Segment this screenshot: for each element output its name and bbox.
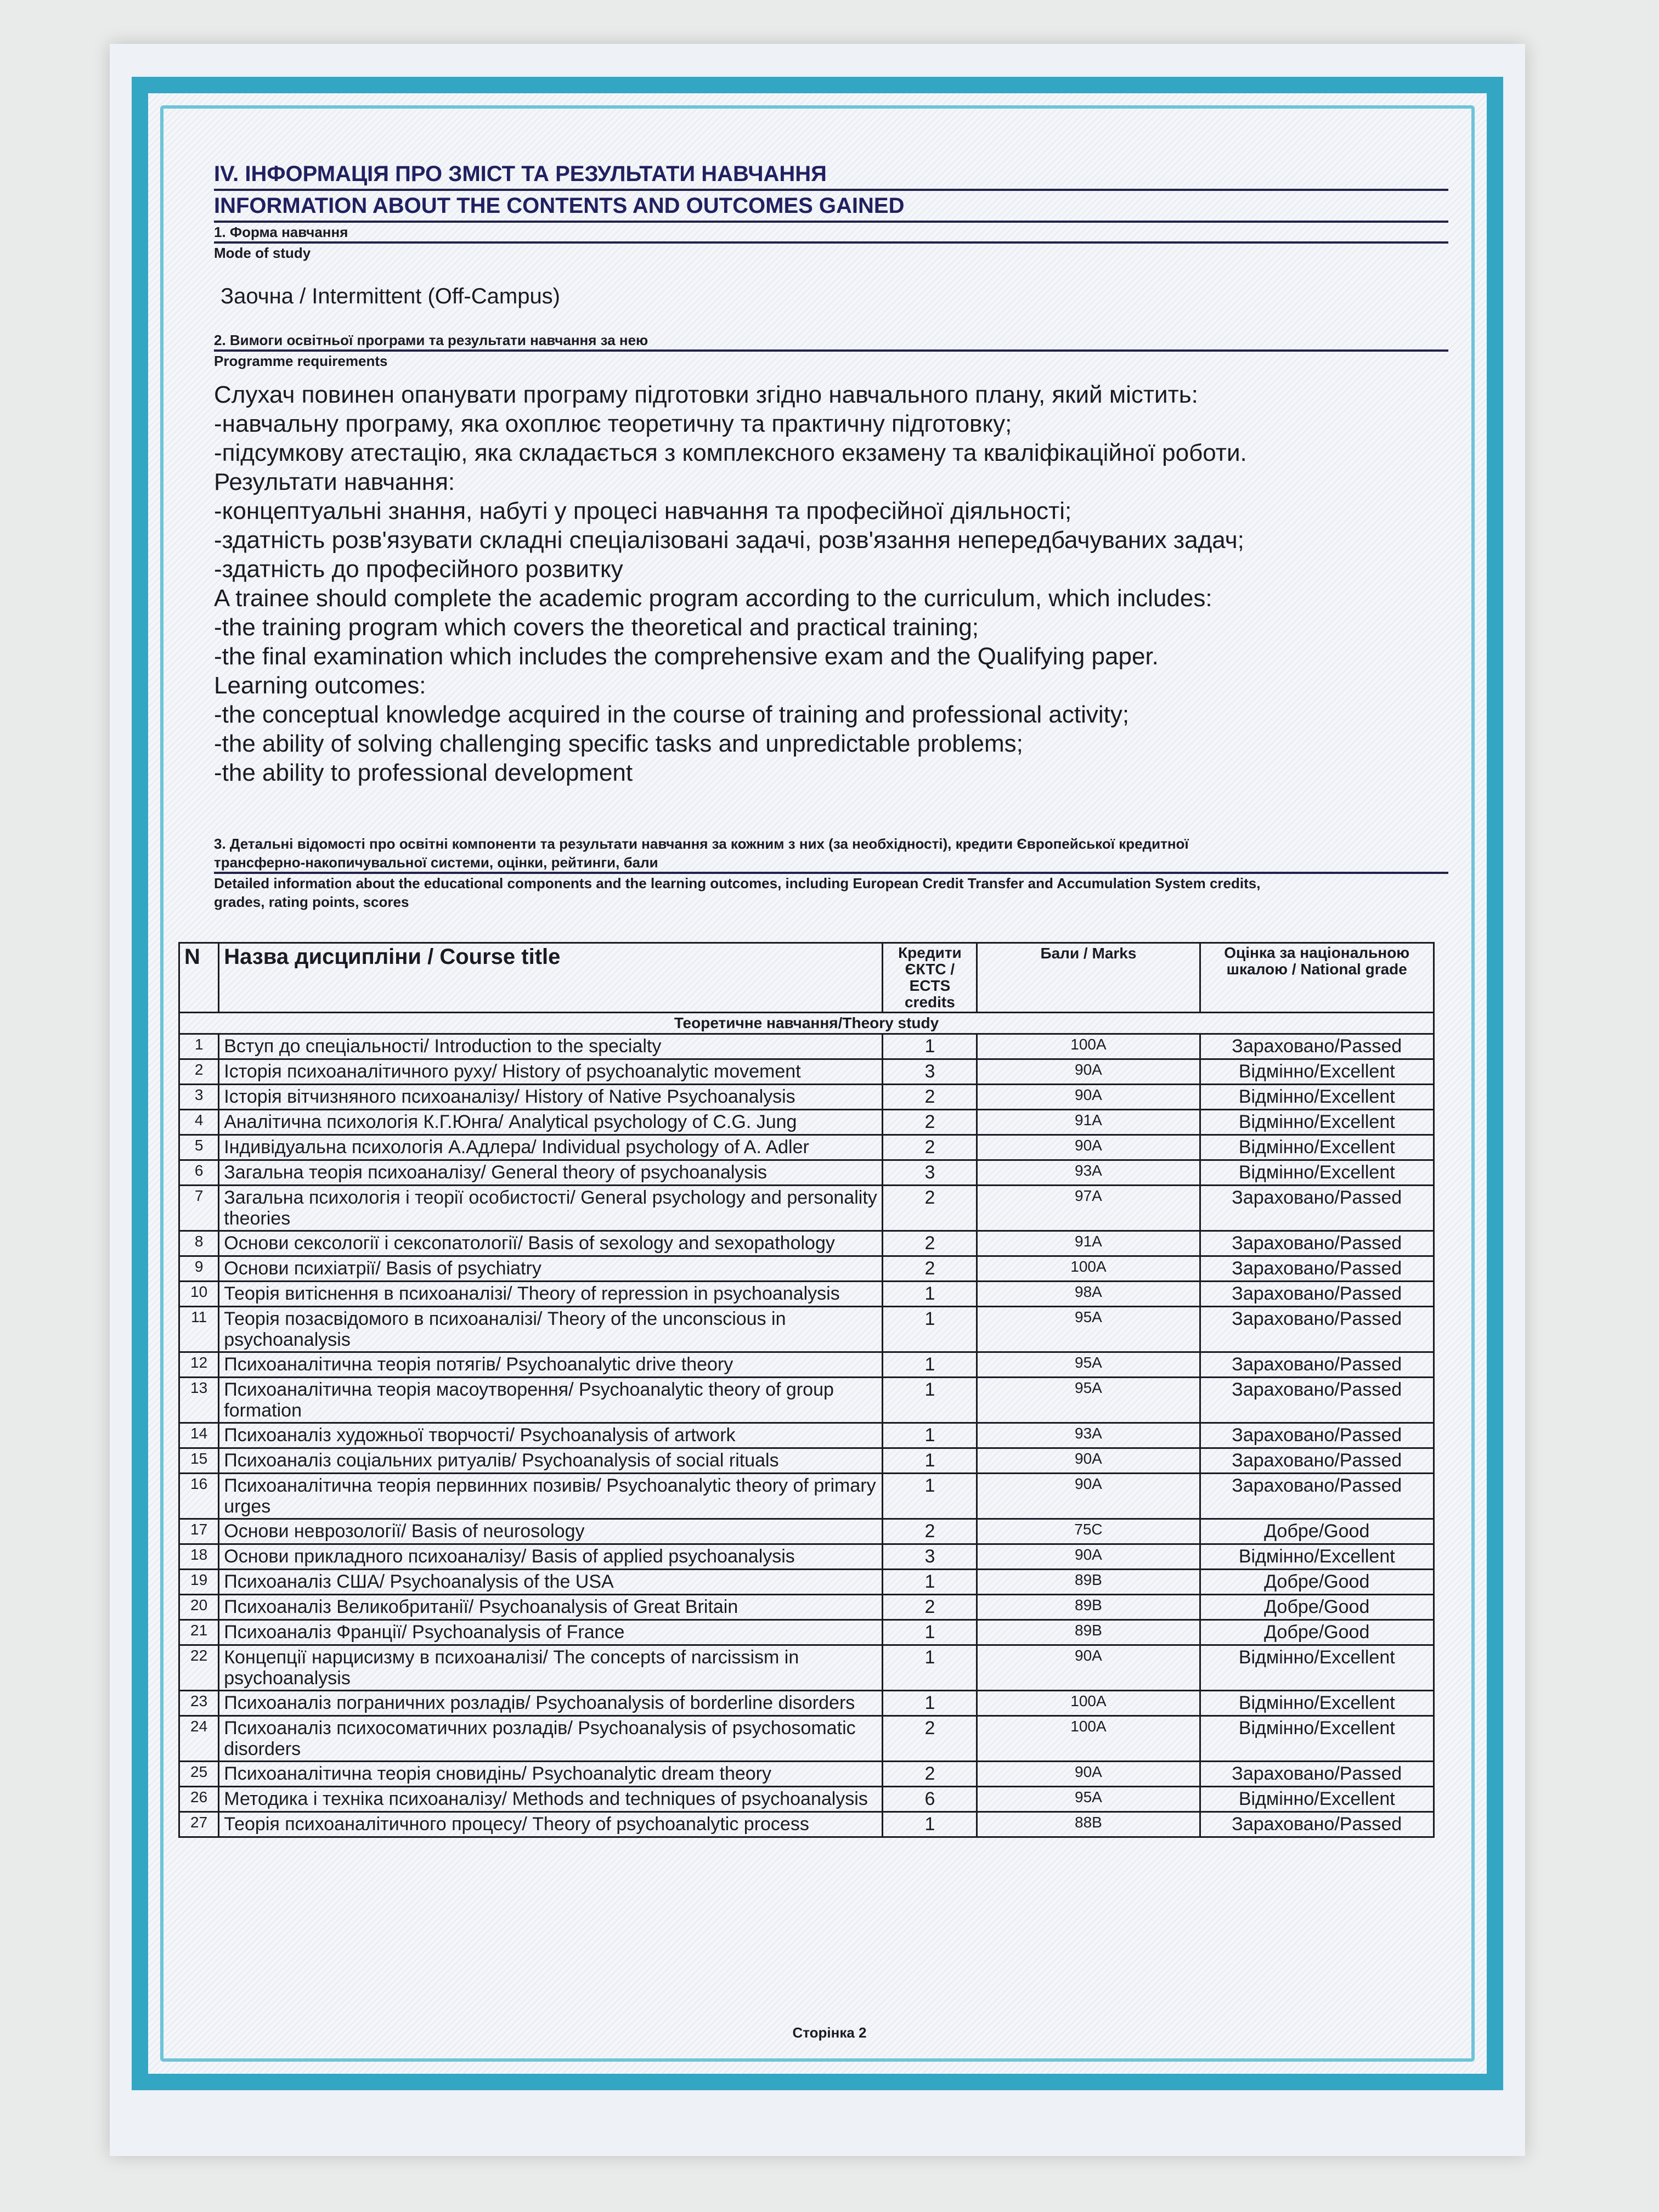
table-row: [179, 1059, 1434, 1085]
row-number: 14: [179, 1423, 219, 1448]
course-grade: Добре/Good: [1200, 1570, 1434, 1595]
requirements-line: -the conceptual knowledge acquired in the course of training and professional activity;: [214, 701, 1130, 728]
table-row: [179, 1620, 1434, 1645]
table-row: [179, 1282, 1434, 1307]
course-grade: Зараховано/Passed: [1200, 1423, 1434, 1448]
course-title: Психоаналітична теорія первинних позивів/ Psychoanalytic theory of primary urges: [219, 1474, 883, 1519]
requirements-line: -здатність до професійного розвитку: [214, 556, 623, 583]
course-marks: 95A: [977, 1352, 1200, 1378]
table-row: [179, 1595, 1434, 1620]
course-marks: 91A: [977, 1231, 1200, 1256]
course-title: Психоаналіз соціальних ритуалів/ Psychoanalysis of social rituals: [219, 1448, 883, 1474]
requirements-label-ua: 2. Вимоги освітньої програми та результати навчання за нею: [214, 331, 1448, 352]
course-marks: 93A: [977, 1423, 1200, 1448]
course-title: Теорія позасвідомого в психоаналізі/ Theory of the unconscious in psychoanalysis: [219, 1307, 883, 1352]
course-marks: 91A: [977, 1110, 1200, 1135]
header-credits: Кредити ЄКТС / ECTS credits: [883, 943, 977, 1013]
section-title-ua: IV. ІНФОРМАЦІЯ ПРО ЗМІСТ ТА РЕЗУЛЬТАТИ НАВЧАННЯ: [214, 159, 1448, 191]
row-number: 21: [179, 1620, 219, 1645]
course-credits: 2: [883, 1762, 977, 1787]
requirements-label-en: Programme requirements: [214, 353, 388, 369]
course-grade: Зараховано/Passed: [1200, 1378, 1434, 1423]
course-title: Психоаналітична теорія потягів/ Psychoanalytic drive theory: [219, 1352, 883, 1378]
course-title: Психоаналіз художньої творчості/ Psychoanalysis of artwork: [219, 1423, 883, 1448]
row-number: 5: [179, 1135, 219, 1160]
course-credits: 3: [883, 1160, 977, 1186]
table-row: [179, 1645, 1434, 1691]
course-credits: 1: [883, 1034, 977, 1059]
course-credits: 1: [883, 1620, 977, 1645]
course-title: Психоаналітична теорія сновидінь/ Psychoanalytic dream theory: [219, 1762, 883, 1787]
table-row: [179, 1787, 1434, 1812]
row-number: 20: [179, 1595, 219, 1620]
course-title: Психоаналіз психосоматичних розладів/ Psychoanalysis of psychosomatic disorders: [219, 1716, 883, 1762]
requirements-line: -концептуальні знання, набуті у процесі навчання та професійної діяльності;: [214, 498, 1072, 524]
row-number: 2: [179, 1059, 219, 1085]
course-grade: Відмінно/Excellent: [1200, 1059, 1434, 1085]
requirements-line: -навчальну програму, яка охоплює теоретичну та практичну підготовку;: [214, 410, 1012, 437]
row-number: 9: [179, 1256, 219, 1282]
course-marks: 97A: [977, 1186, 1200, 1231]
course-credits: 1: [883, 1423, 977, 1448]
course-marks: 100A: [977, 1716, 1200, 1762]
course-title: Історія вітчизняного психоаналізу/ History of Native Psychoanalysis: [219, 1085, 883, 1110]
row-number: 19: [179, 1570, 219, 1595]
row-number: 10: [179, 1282, 219, 1307]
table-row: [179, 1085, 1434, 1110]
mode-value: Заочна / Intermittent (Off-Campus): [221, 284, 561, 308]
row-number: 15: [179, 1448, 219, 1474]
course-marks: 90A: [977, 1762, 1200, 1787]
row-number: 7: [179, 1186, 219, 1231]
course-marks: 95A: [977, 1787, 1200, 1812]
course-title: Теорія психоаналітичного процесу/ Theory of psychoanalytic process: [219, 1812, 883, 1837]
course-marks: 100A: [977, 1034, 1200, 1059]
table-row: [179, 1186, 1434, 1231]
course-title: Психоаналіз Франції/ Psychoanalysis of France: [219, 1620, 883, 1645]
requirements-line: Слухач повинен опанувати програму підготовки згідно навчального плану, який містить:: [214, 381, 1198, 408]
requirements-line: Learning outcomes:: [214, 672, 426, 699]
mode-label-en: Mode of study: [214, 245, 311, 261]
course-credits: 1: [883, 1570, 977, 1595]
course-credits: 3: [883, 1059, 977, 1085]
course-title: Психоаналіз Великобританії/ Psychoanalysis of Great Britain: [219, 1595, 883, 1620]
course-title: Основи психіатрії/ Basis of psychiatry: [219, 1256, 883, 1282]
table-row: [179, 1448, 1434, 1474]
course-grade: Відмінно/Excellent: [1200, 1691, 1434, 1716]
course-credits: 3: [883, 1544, 977, 1570]
course-credits: 2: [883, 1519, 977, 1544]
course-grade: Зараховано/Passed: [1200, 1812, 1434, 1837]
course-title: Загальна психологія і теорії особистості/ General psychology and personality theories: [219, 1186, 883, 1231]
course-title: Загальна теорія психоаналізу/ General theory of psychoanalysis: [219, 1160, 883, 1186]
row-number: 8: [179, 1231, 219, 1256]
table-row: [179, 1352, 1434, 1378]
row-number: 25: [179, 1762, 219, 1787]
course-grade: Зараховано/Passed: [1200, 1256, 1434, 1282]
course-grade: Зараховано/Passed: [1200, 1762, 1434, 1787]
course-grade: Добре/Good: [1200, 1620, 1434, 1645]
row-number: 4: [179, 1110, 219, 1135]
course-title: Теорія витіснення в психоаналізі/ Theory of repression in psychoanalysis: [219, 1282, 883, 1307]
section-row: [179, 1013, 1434, 1034]
course-marks: 95A: [977, 1378, 1200, 1423]
course-title: Психоаналіз пограничних розладів/ Psychoanalysis of borderline disorders: [219, 1691, 883, 1716]
requirements-line: -the ability to professional development: [214, 759, 633, 786]
requirements-line: Результати навчання:: [214, 469, 455, 495]
course-grade: Відмінно/Excellent: [1200, 1160, 1434, 1186]
row-number: 6: [179, 1160, 219, 1186]
section-title-en: INFORMATION ABOUT THE CONTENTS AND OUTCOMES GAINED: [214, 191, 1448, 223]
course-grade: Зараховано/Passed: [1200, 1186, 1434, 1231]
course-credits: 2: [883, 1231, 977, 1256]
course-title: Основи неврозології/ Basis of neurosology: [219, 1519, 883, 1544]
course-marks: 93A: [977, 1160, 1200, 1186]
requirements-line: -підсумкову атестацію, яка складається з комплексного екзамену та кваліфікаційної роботи.: [214, 439, 1247, 466]
course-grade: Зараховано/Passed: [1200, 1448, 1434, 1474]
course-marks: 90A: [977, 1544, 1200, 1570]
row-number: 12: [179, 1352, 219, 1378]
course-credits: 1: [883, 1645, 977, 1691]
document-content: [184, 159, 1448, 1838]
header-title: Назва дисципліни / Course title: [219, 943, 883, 1013]
page-number: Сторінка 2: [792, 2024, 867, 2041]
table-row: [179, 1307, 1434, 1352]
course-credits: 2: [883, 1135, 977, 1160]
requirements-line: -the training program which covers the theoretical and practical training;: [214, 614, 979, 641]
table-row: [179, 1474, 1434, 1519]
course-credits: 2: [883, 1716, 977, 1762]
course-grade: Відмінно/Excellent: [1200, 1716, 1434, 1762]
course-credits: 2: [883, 1595, 977, 1620]
course-marks: 88B: [977, 1812, 1200, 1837]
course-grade: Відмінно/Excellent: [1200, 1110, 1434, 1135]
course-credits: 1: [883, 1448, 977, 1474]
row-number: 24: [179, 1716, 219, 1762]
details-label-ua-1: 3. Детальні відомості про освітні компоненти та результати навчання за кожним з них (за необхідності), кредити Європейської кредитної: [214, 836, 1189, 852]
course-title: Індивідуальна психологія А.Адлера/ Individual psychology of A. Adler: [219, 1135, 883, 1160]
course-grade: Відмінно/Excellent: [1200, 1544, 1434, 1570]
table-row: [179, 1762, 1434, 1787]
table-row: [179, 1544, 1434, 1570]
table-row: [179, 1423, 1434, 1448]
table-row: [179, 1519, 1434, 1544]
course-credits: 2: [883, 1110, 977, 1135]
requirements-line: A trainee should complete the academic program according to the curriculum, which includes:: [214, 585, 1212, 612]
requirements-text: [214, 380, 1448, 787]
course-title: Вступ до спеціальності/ Introduction to the specialty: [219, 1034, 883, 1059]
course-grade: Зараховано/Passed: [1200, 1352, 1434, 1378]
course-marks: 90A: [977, 1474, 1200, 1519]
course-grade: Зараховано/Passed: [1200, 1307, 1434, 1352]
details-label-en-1: Detailed information about the educational components and the learning outcomes, including European Credit Transfer and Accumulation System credits,: [214, 875, 1261, 891]
course-marks: 90A: [977, 1085, 1200, 1110]
course-marks: 100A: [977, 1691, 1200, 1716]
course-title: Психоаналітична теорія масоутворення/ Psychoanalytic theory of group formation: [219, 1378, 883, 1423]
course-grade: Відмінно/Excellent: [1200, 1645, 1434, 1691]
row-number: 17: [179, 1519, 219, 1544]
course-marks: 98A: [977, 1282, 1200, 1307]
course-credits: 1: [883, 1282, 977, 1307]
row-number: 11: [179, 1307, 219, 1352]
table-row: [179, 1231, 1434, 1256]
course-marks: 90A: [977, 1059, 1200, 1085]
details-label: [214, 834, 1448, 911]
course-credits: 1: [883, 1812, 977, 1837]
course-marks: 90A: [977, 1135, 1200, 1160]
requirements-line: -здатність розв'язувати складні спеціалізовані задачі, розв'язання непередбачуваних задач;: [214, 527, 1244, 554]
course-title: Основи прикладного психоаналізу/ Basis of applied psychoanalysis: [219, 1544, 883, 1570]
course-title: Аналітична психологія К.Г.Юнга/ Analytical psychology of C.G. Jung: [219, 1110, 883, 1135]
requirements-line: -the final examination which includes the comprehensive exam and the Qualifying paper.: [214, 643, 1159, 670]
course-grade: Зараховано/Passed: [1200, 1231, 1434, 1256]
row-number: 18: [179, 1544, 219, 1570]
table-header-row: [179, 943, 1434, 1013]
row-number: 26: [179, 1787, 219, 1812]
course-title: Психоаналіз США/ Psychoanalysis of the USA: [219, 1570, 883, 1595]
course-grade: Зараховано/Passed: [1200, 1282, 1434, 1307]
course-credits: 1: [883, 1474, 977, 1519]
course-marks: 89B: [977, 1620, 1200, 1645]
course-grade: Зараховано/Passed: [1200, 1474, 1434, 1519]
details-label-en-2: grades, rating points, scores: [214, 894, 409, 910]
course-marks: 95A: [977, 1307, 1200, 1352]
table-row: [179, 1160, 1434, 1186]
grades-table: [178, 942, 1435, 1838]
course-grade: Добре/Good: [1200, 1519, 1434, 1544]
course-marks: 90A: [977, 1448, 1200, 1474]
row-number: 3: [179, 1085, 219, 1110]
details-label-ua-2: трансферно-накопичувальної системи, оцінки, рейтинги, бали: [214, 853, 1448, 874]
row-number: 13: [179, 1378, 219, 1423]
row-number: 1: [179, 1034, 219, 1059]
course-marks: 90A: [977, 1645, 1200, 1691]
course-marks: 100A: [977, 1256, 1200, 1282]
table-row: [179, 1378, 1434, 1423]
table-row: [179, 1135, 1434, 1160]
row-number: 27: [179, 1812, 219, 1837]
row-number: 22: [179, 1645, 219, 1691]
table-row: [179, 1034, 1434, 1059]
course-credits: 1: [883, 1307, 977, 1352]
table-row: [179, 1691, 1434, 1716]
course-grade: Зараховано/Passed: [1200, 1034, 1434, 1059]
table-row: [179, 1812, 1434, 1837]
course-title: Методика і техніка психоаналізу/ Methods and techniques of psychoanalysis: [219, 1787, 883, 1812]
row-number: 23: [179, 1691, 219, 1716]
section-label: Теоретичне навчання/Theory study: [179, 1013, 1434, 1034]
header-grade: Оцінка за національною шкалою / National grade: [1200, 943, 1434, 1013]
header-n: N: [179, 943, 219, 1013]
course-credits: 1: [883, 1378, 977, 1423]
course-credits: 2: [883, 1085, 977, 1110]
requirements-line: -the ability of solving challenging specific tasks and unpredictable problems;: [214, 730, 1023, 757]
mode-label-ua: 1. Форма навчання: [214, 223, 1448, 244]
course-grade: Добре/Good: [1200, 1595, 1434, 1620]
course-marks: 75C: [977, 1519, 1200, 1544]
header-marks: Бали / Marks: [977, 943, 1200, 1013]
course-title: Історія психоаналітичного руху/ History of psychoanalytic movement: [219, 1059, 883, 1085]
course-credits: 2: [883, 1186, 977, 1231]
course-grade: Відмінно/Excellent: [1200, 1085, 1434, 1110]
course-marks: 89B: [977, 1595, 1200, 1620]
course-credits: 6: [883, 1787, 977, 1812]
course-title: Концепції нарцисизму в психоаналізі/ The concepts of narcissism in psychoanalysis: [219, 1645, 883, 1691]
row-number: 16: [179, 1474, 219, 1519]
course-title: Основи сексології і сексопатології/ Basis of sexology and sexopathology: [219, 1231, 883, 1256]
table-row: [179, 1570, 1434, 1595]
table-row: [179, 1110, 1434, 1135]
table-row: [179, 1256, 1434, 1282]
course-credits: 1: [883, 1352, 977, 1378]
course-grade: Відмінно/Excellent: [1200, 1787, 1434, 1812]
course-grade: Відмінно/Excellent: [1200, 1135, 1434, 1160]
course-credits: 1: [883, 1691, 977, 1716]
course-marks: 89B: [977, 1570, 1200, 1595]
course-credits: 2: [883, 1256, 977, 1282]
table-row: [179, 1716, 1434, 1762]
